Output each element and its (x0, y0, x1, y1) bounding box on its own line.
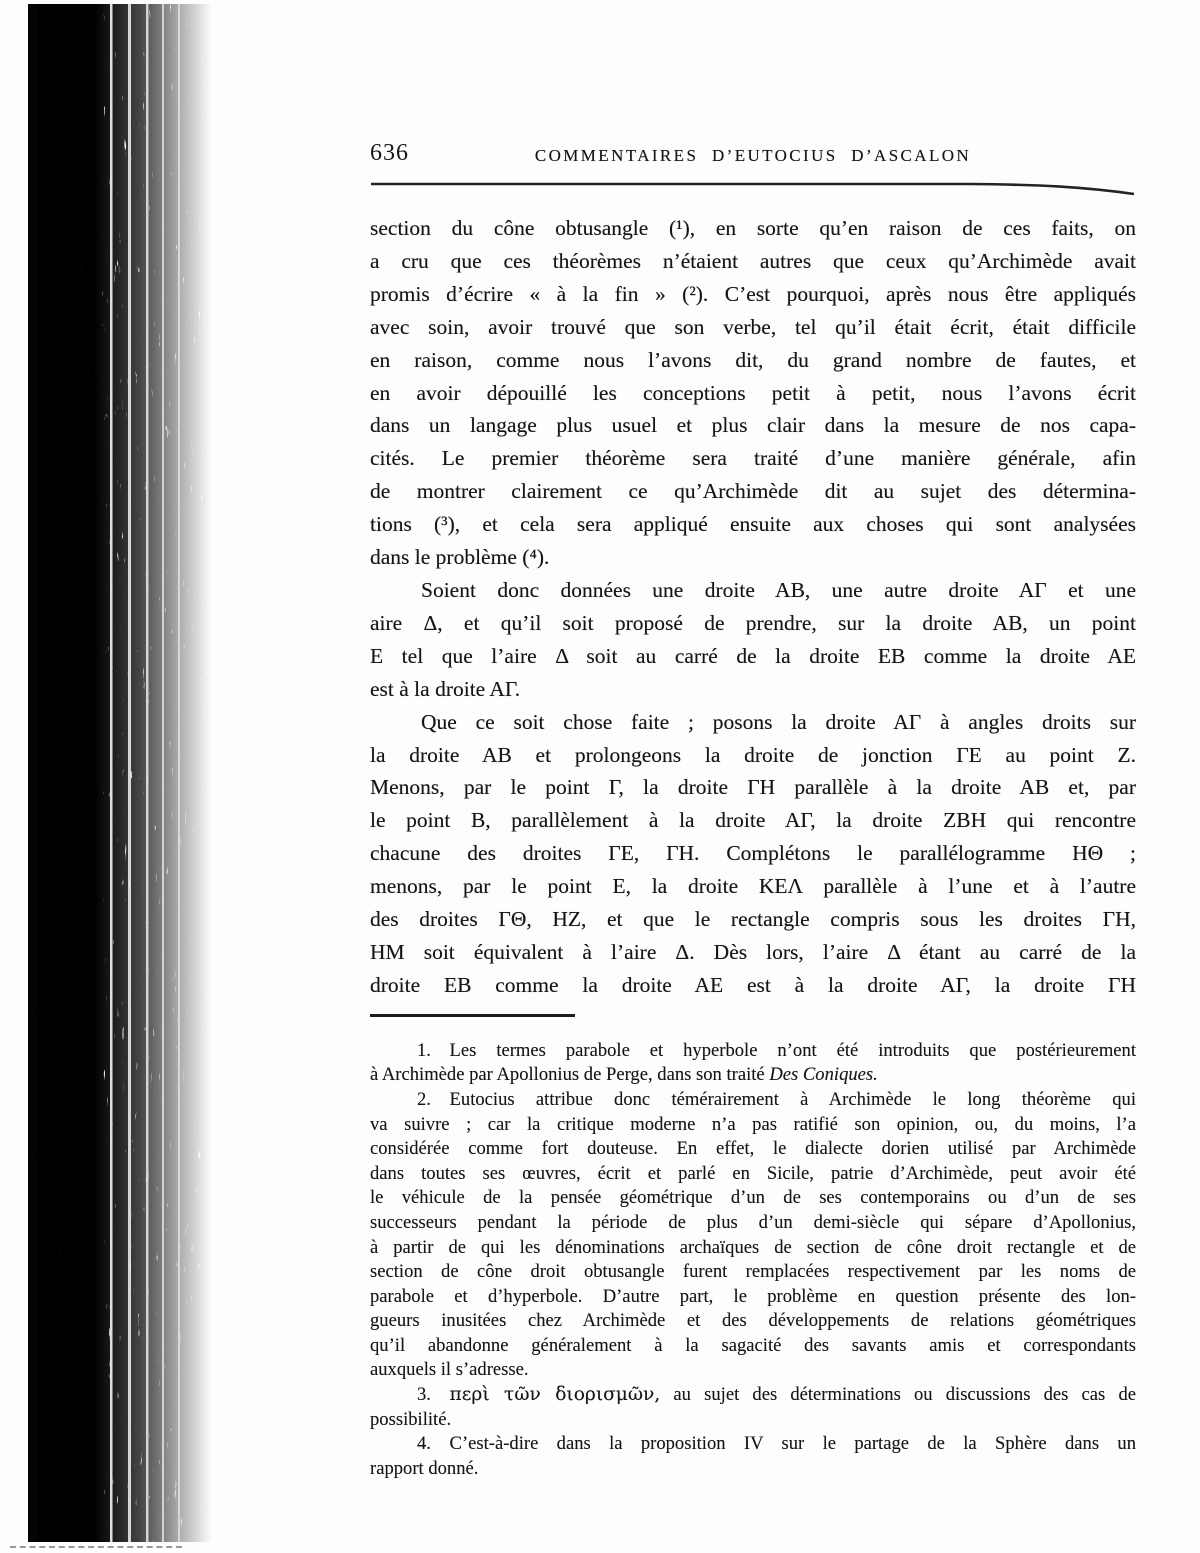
text-line: en raison, comme nous l’avons dit, du grand nombre de fautes, et (370, 347, 1136, 372)
text-line: tions (³), et cela sera appliqué ensuite aux choses qui sont analysées (370, 512, 1136, 537)
text-line: dans toutes ses œuvres, écrit et parlé en Sicile, patrie d’Archimède, peut avoir été (370, 1162, 1136, 1184)
paragraph (370, 212, 1136, 574)
text-line: le point B, parallèlement à la droite AΓ, la droite ZBH qui rencontre (370, 808, 1136, 833)
text-line: est à la droite AΓ. (370, 676, 521, 701)
header-rule (370, 180, 1136, 196)
text-line: section du cône obtusangle (¹), en sorte qu’en raison de ces faits, on (370, 216, 1136, 240)
text-line: 1. Les termes parabole et hyperbole n’ont été introduits que postérieurement (417, 1039, 1136, 1061)
text-line: dans le problème (⁴). (370, 545, 550, 570)
text-line: section de cône droit obtusangle furent remplacées respectivement par les noms de (370, 1261, 1136, 1283)
text-line: 4. C’est-à-dire dans la proposition IV sur le partage de la Sphère dans un (417, 1433, 1136, 1455)
text-line: droite EB comme la droite AE est à la droite AΓ, la droite ΓH (370, 972, 1136, 997)
bottom-scan-artifact (10, 1546, 182, 1548)
text-line: Soient donc données une droite AB, une autre droite AΓ et une (421, 577, 1136, 602)
running-title: COMMENTAIRES D’EUTOCIUS D’ASCALON (534, 146, 972, 165)
paragraph (370, 1432, 1136, 1481)
page-header (370, 140, 1136, 174)
footnotes (370, 1039, 1136, 1482)
text-segment: à Archimède par Apollonius de Perge, dans son traité (370, 1064, 770, 1086)
page-number: 636 (370, 140, 409, 166)
text-line: en avoir dépouillé les conceptions petit à petit, nous l’avons écrit (370, 380, 1136, 405)
text-line: Menons, par le point Γ, la droite ΓH parallèle à la droite AB et, par (370, 775, 1136, 800)
body-text (370, 212, 1136, 1002)
text-line: auxquels il s’adresse. (370, 1359, 529, 1381)
scan-gutter-noise (22, 4, 212, 1542)
text-line: dans un langage plus usuel et plus clair dans la mesure de nos capa- (370, 413, 1136, 438)
text-column (370, 140, 1136, 1481)
text-segment: 3. (417, 1384, 450, 1406)
text-line: aire Δ, et qu’il soit proposé de prendre, sur la droite AB, un point (370, 610, 1136, 635)
text-line: possibilité. (370, 1408, 452, 1430)
paragraph (370, 1088, 1136, 1383)
text-line: gueurs inusitées chez Archimède et des développements de relations géométriques (370, 1310, 1136, 1332)
text-line: chacune des droites ΓE, ΓH. Complétons le parallélogramme HΘ ; (370, 841, 1136, 866)
paragraph (370, 1383, 1136, 1432)
text-line: de montrer clairement ce qu’Archimède dit au sujet des détermina- (370, 479, 1136, 504)
text-line: successeurs pendant la période de plus d’un demi-siècle qui sépare d’Apollonius, (370, 1211, 1136, 1233)
text-line: 2. Eutocius attribue donc témérairement à Archimède le long théorème qui (417, 1088, 1136, 1110)
greek-phrase: περὶ τῶν διορισμῶν, (449, 1384, 661, 1406)
text-line: HM soit équivalent à l’aire Δ. Dès lors, l’aire Δ étant au carré de la (370, 939, 1136, 964)
footnote-separator-rule (370, 1014, 575, 1017)
text-line (370, 1063, 1136, 1088)
text-line: des droites ΓΘ, HZ, et que le rectangle compris sous les droites ΓH, (370, 907, 1136, 932)
text-line: menons, par le point E, la droite KEΛ parallèle à l’une et à l’autre (370, 874, 1136, 899)
text-line: à partir de qui les dénominations archaïques de section de cône droit rectangle et de (370, 1236, 1136, 1258)
italic-title: Des Coniques. (769, 1064, 878, 1086)
scan-gutter-artifact (22, 4, 212, 1542)
paragraph (370, 1039, 1136, 1088)
text-line: qu’il abandonne généralement à la sagacité des savants amis et correspondants (370, 1334, 1136, 1356)
paragraph (370, 574, 1136, 706)
text-line (370, 1383, 1136, 1408)
text-line: rapport donné. (370, 1457, 479, 1479)
text-line: E tel que l’aire Δ soit au carré de la droite EB comme la droite AE (370, 643, 1136, 668)
text-line: a cru que ces théorèmes n’étaient autres que ceux qu’Archimède avait (370, 248, 1136, 273)
text-line: va suivre ; car la critique moderne n’a pas ratifié son opinion, ou, du moins, l’a (370, 1113, 1136, 1135)
text-line: cités. Le premier théorème sera traité d’une manière générale, afin (370, 446, 1136, 471)
text-segment: au sujet des déterminations ou discussions des cas de (660, 1384, 1136, 1406)
paragraph (370, 706, 1136, 1002)
text-line: parabole et d’hyperbole. D’autre part, le problème en question présente des lon- (370, 1285, 1136, 1307)
text-line: Que ce soit chose faite ; posons la droite AΓ à angles droits sur (421, 709, 1136, 734)
text-line: promis d’écrire « à la fin » (²). C’est pourquoi, après nous être appliqués (370, 281, 1136, 306)
text-line: avec soin, avoir trouvé que son verbe, tel qu’il était écrit, était difficile (370, 314, 1136, 339)
text-line: considérée comme fort douteuse. En effet, le dialecte dorien utilisé par Archimède (370, 1138, 1136, 1160)
text-line: la droite AB et prolongeons la droite de jonction ΓE au point Z. (370, 742, 1136, 767)
text-line: le véhicule de la pensée géométrique d’un de ses contemporains ou d’un de ses (370, 1187, 1136, 1209)
